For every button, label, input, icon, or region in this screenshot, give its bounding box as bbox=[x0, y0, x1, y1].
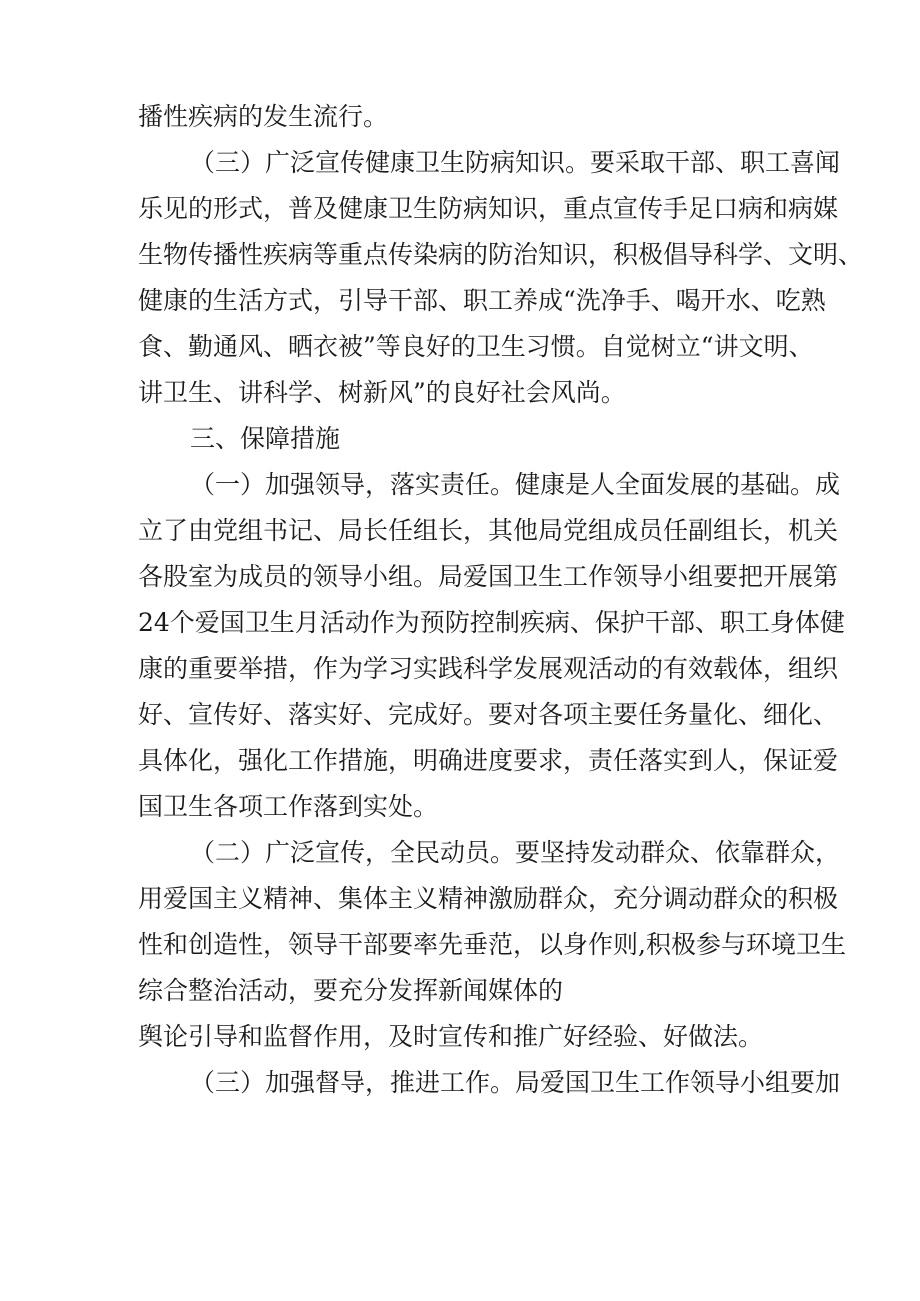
paragraph-first-line: （二）广泛宣传，全民动员。要坚持发动群众、依靠群众， bbox=[190, 838, 841, 867]
body-text bbox=[138, 94, 864, 1106]
paragraph-line: 用爱国主义精神、集体主义精神激励群众，充分调动群众的积极 bbox=[138, 884, 839, 913]
paragraph-line: 舆论引导和监督作用，及时宣传和推广好经验、好做法。 bbox=[138, 1022, 764, 1051]
paragraph-line: 国卫生各项工作落到实处。 bbox=[138, 792, 439, 821]
paragraph-line: 具体化，强化工作措施，明确进度要求，责任落实到人，保证爱 bbox=[138, 746, 839, 775]
paragraph-line: 乐见的形式，普及健康卫生防病知识，重点宣传手足口病和病媒 bbox=[138, 194, 839, 223]
paragraph-line: 好、宣传好、落实好、完成好。要对各项主要任务量化、细化、 bbox=[138, 700, 839, 729]
paragraph-line: 播性疾病的发生流行。 bbox=[138, 102, 389, 131]
paragraph-first-line: （三）广泛宣传健康卫生防病知识。要采取干部、职工喜闻 bbox=[190, 148, 841, 177]
paragraph-line: 生物传播性疾病等重点传染病的防治知识，积极倡导科学、文明、 bbox=[138, 240, 864, 269]
paragraph-line: 健康的生活方式，引导干部、职工养成“洗净手、喝开水、吃熟 bbox=[138, 286, 826, 315]
paragraph-line: 讲卫生、讲科学、树新风”的良好社会风尚。 bbox=[138, 378, 626, 407]
paragraph-line: 性和创造性，领导干部要率先垂范，以身作则,积极参与环境卫生 bbox=[138, 930, 846, 959]
paragraph-first-line: （一）加强领导，落实责任。健康是人全面发展的基础。成 bbox=[190, 470, 841, 499]
paragraph-line: 食、勤通风、晒衣被”等良好的卫生习惯。自觉树立“讲文明、 bbox=[138, 332, 814, 361]
paragraph-line: 各股室为成员的领导小组。局爱国卫生工作领导小组要把开展第 bbox=[138, 562, 839, 591]
paragraph-line: 24个爱国卫生月活动作为预防控制疾病、保护干部、职工身体健 bbox=[138, 608, 845, 637]
paragraph-first-line: 三、保障措施 bbox=[190, 424, 341, 453]
paragraph-first-line: （三）加强督导，推进工作。局爱国卫生工作领导小组要加 bbox=[190, 1068, 841, 1097]
paragraph-line: 康的重要举措，作为学习实践科学发展观活动的有效载体，组织 bbox=[138, 654, 839, 683]
paragraph-line: 立了由党组书记、局长任组长，其他局党组成员任副组长，机关 bbox=[138, 516, 839, 545]
paragraph-line: 综合整治活动，要充分发挥新闻媒体的 bbox=[138, 976, 564, 1005]
